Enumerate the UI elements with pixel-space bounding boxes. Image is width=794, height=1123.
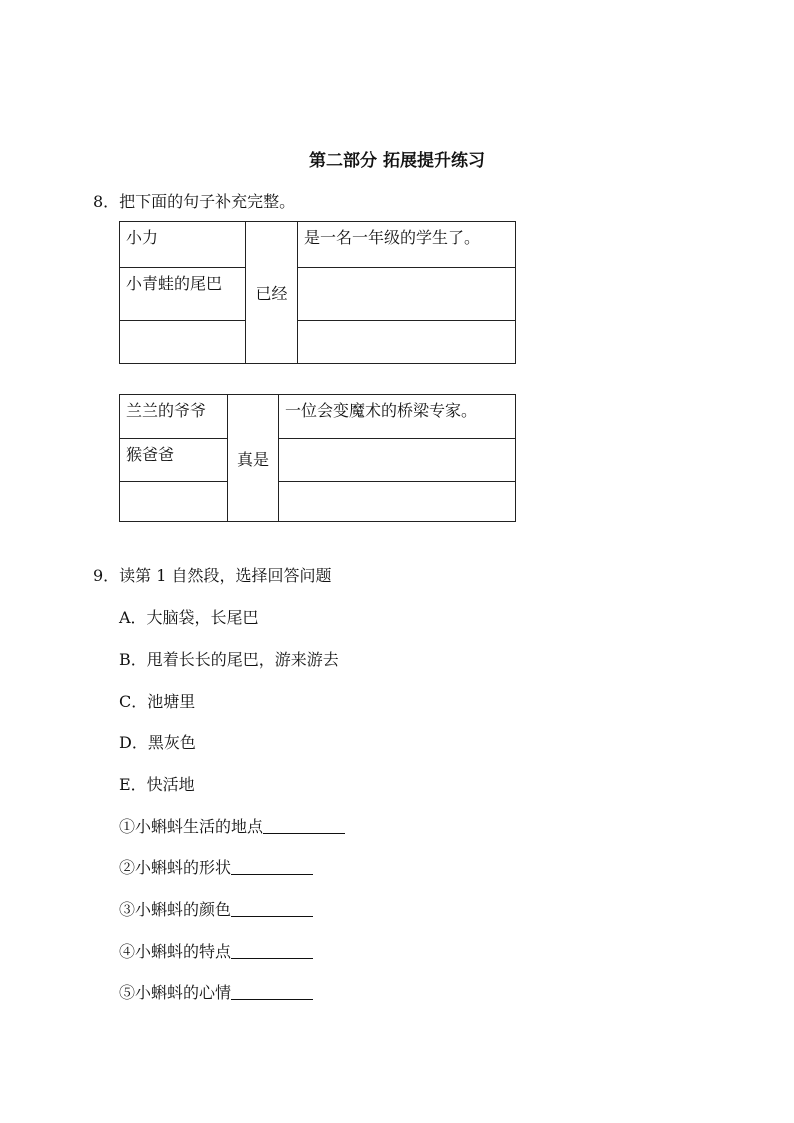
- table2-ending-1: 一位会变魔术的桥梁专家。: [279, 395, 516, 439]
- table2-subject-1: 兰兰的爷爷: [120, 395, 228, 439]
- q9-option-d: D．黑灰色: [119, 733, 196, 752]
- q9-question-1: [119, 814, 345, 837]
- table1-ending-3[interactable]: [298, 321, 516, 364]
- q8-table-2: [119, 394, 516, 522]
- table1-subject-2: 小青蛙的尾巴: [120, 268, 246, 321]
- q9-option-e: E．快活地: [119, 775, 195, 794]
- section-title: 第二部分 拓展提升练习: [309, 151, 485, 171]
- table2-ending-3[interactable]: [279, 482, 516, 522]
- table2-subject-3[interactable]: [120, 482, 228, 522]
- q9-option-c: C．池塘里: [119, 692, 196, 711]
- q9-question-5: [119, 980, 313, 1003]
- q9-option-b: B．甩着长长的尾巴，游来游去: [119, 650, 339, 669]
- q8-prompt: 8．把下面的句子补充完整。: [93, 192, 296, 211]
- table1-ending-2[interactable]: [298, 268, 516, 321]
- table1-connector: 已经: [246, 222, 298, 364]
- table2-ending-2[interactable]: [279, 439, 516, 482]
- answer-blank-2[interactable]: [231, 858, 313, 875]
- table2-connector: 真是: [228, 395, 279, 522]
- question-3-label: ③小蝌蚪的颜色: [119, 900, 232, 919]
- table2-subject-2: 猴爸爸: [120, 439, 228, 482]
- q9-option-a: A．大脑袋，长尾巴: [119, 608, 259, 627]
- q9-question-3: [119, 897, 313, 920]
- q9-prompt: 9．读第 1 自然段，选择回答问题: [93, 566, 332, 585]
- question-1-label: ①小蝌蚪生活的地点: [119, 817, 264, 836]
- question-4-label: ④小蝌蚪的特点: [119, 942, 232, 961]
- q9-question-2: [119, 855, 313, 878]
- answer-blank-3[interactable]: [231, 900, 313, 917]
- answer-blank-5[interactable]: [231, 983, 313, 1000]
- table1-subject-3[interactable]: [120, 321, 246, 364]
- question-5-label: ⑤小蝌蚪的心情: [119, 983, 232, 1002]
- answer-blank-1[interactable]: [263, 817, 345, 834]
- question-2-label: ②小蝌蚪的形状: [119, 858, 232, 877]
- q9-question-4: [119, 939, 313, 962]
- table1-ending-1: 是一名一年级的学生了。: [298, 222, 516, 268]
- table1-subject-1: 小力: [120, 222, 246, 268]
- q8-table-1: [119, 221, 516, 364]
- answer-blank-4[interactable]: [231, 942, 313, 959]
